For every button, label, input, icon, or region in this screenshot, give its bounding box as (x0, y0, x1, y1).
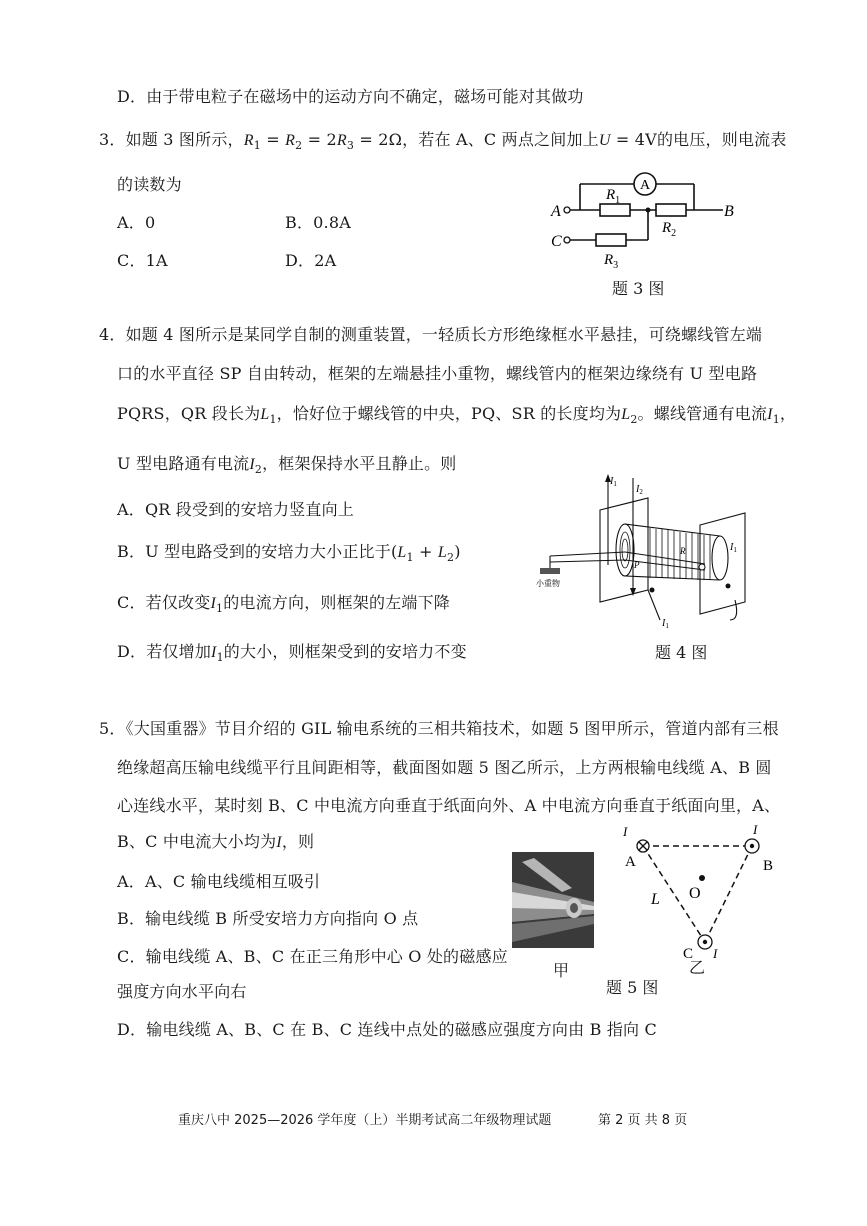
q4-stem-3a: PQRS，QR 段长为 (117, 404, 261, 423)
q4-option-c-a: C．若仅改变 (117, 593, 211, 612)
center-o (699, 875, 705, 881)
svg-text:I: I (713, 946, 718, 961)
q5-stem-4b: ，则 (281, 832, 315, 851)
q4-solenoid-figure (530, 470, 760, 630)
q3-option-b: B．0.8A (285, 213, 351, 232)
q3-stem-1a: 3．如题 3 图所示， (99, 130, 244, 149)
q4-stem-3c: 。螺线管通有电流 (637, 404, 768, 423)
q5-stem-3: 心连线水平，某时刻 B、C 中电流方向垂直于纸面向外、A 中电流方向垂直于纸面向里，A、 (117, 796, 781, 815)
svg-text:I1: $I_1$ (610, 476, 617, 488)
q4-stem-1: 4．如题 4 图所示是某同学自制的测重装置，一轻质长方形绝缘框水平悬挂，可绕螺线管左端 (99, 325, 763, 344)
q4-figure-caption: 题 4 图 (655, 643, 708, 662)
q4-option-c-b: 的电流方向，则框架的左端下降 (223, 593, 450, 612)
q4-stem-4a: U 型电路通有电流 (117, 454, 250, 473)
label-jia: 甲 (553, 961, 570, 980)
q4-option-b-text: B．U 型电路受到的安培力大小正比于 (117, 542, 391, 561)
q4-stem-line-4: U 型电路通有电流$I_2$，框架保持水平且静止。则 (117, 454, 457, 477)
junction-dot (646, 208, 651, 213)
q4-stem-3b: ，恰好位于螺线管的中央，PQ、SR 的长度均为 (276, 404, 622, 423)
q3-stem-1c: 的电压，则电流表 (656, 130, 787, 149)
svg-text:I: I (623, 824, 628, 839)
q4-stem-line-3: PQRS，QR 段长为$L_1$，恰好位于螺线管的中央，PQ、SR 的长度均为$L_2$。螺线管通有电流$I_1$， (117, 404, 797, 427)
terminal-a (564, 207, 570, 213)
meter-label: A (640, 178, 651, 193)
svg-text:I: I (753, 822, 758, 837)
q3-figure-caption: 题 3 图 (612, 279, 665, 298)
resistor-r3 (596, 234, 626, 246)
svg-text:A: A (625, 854, 636, 870)
q5-option-b: B．输电线缆 B 所受安培力方向指向 O 点 (117, 909, 419, 928)
q4-option-a: A．QR 段受到的安培力竖直向上 (117, 500, 355, 519)
q5-option-a: A．A、C 输电线缆相互吸引 (117, 872, 321, 891)
svg-text:R: R (680, 546, 686, 556)
q5-stem-line-4: B、C 中电流大小均为I，则 (117, 832, 315, 851)
svg-text:P: P (634, 560, 640, 570)
q3-circuit-figure (548, 168, 748, 273)
q4-option-d: D．若仅增加$I_1$的大小，则框架受到的安培力不变 (117, 642, 467, 665)
weight-icon (540, 568, 560, 574)
q2-option-d: D．由于带电粒子在磁场中的运动方向不确定，磁场可能对其做功 (117, 87, 584, 106)
svg-text:C: C (683, 946, 694, 962)
q4-stem-4b: ，框架保持水平且静止。则 (262, 454, 457, 473)
q3-stem-line-2: 的读数为 (117, 175, 182, 194)
label-r3: $R_3$ (604, 252, 619, 271)
q5-option-c-2: 强度方向水平向右 (117, 982, 247, 1001)
label-b: B (724, 203, 734, 220)
q4-option-d-b: 的大小，则框架受到的安培力不变 (223, 642, 467, 661)
q3-stem-line-1: 3．如题 3 图所示，$R_1 = R_2 = 2R_3 = 2\Omega$，若在 A、C 两点之间加上U = 4V的电压，则电流表 (99, 130, 787, 153)
svg-text:I1: $I_1$ (730, 542, 737, 554)
q3-option-a: A．0 (117, 213, 156, 232)
q3-stem-1b: ，若在 A、C 两点之间加上 (402, 130, 599, 149)
label-r1: $R_1$ (606, 187, 621, 206)
q5-option-d: D．输电线缆 A、B、C 在 B、C 连线中点处的磁感应强度方向由 B 指向 C (117, 1020, 657, 1039)
q4-option-b: B．U 型电路受到的安培力大小正比于$(L_1 + L_2)$ (117, 542, 461, 565)
label-yi: 乙 (689, 958, 706, 977)
gil-pipeline-photo (512, 852, 594, 948)
footer-page-number: 第 2 页 共 8 页 (598, 1113, 688, 1128)
svg-text:O: O (689, 885, 701, 902)
resistor-r2 (656, 204, 686, 216)
svg-text:L: L (651, 891, 660, 908)
q5-figure-caption: 题 5 图 (606, 978, 659, 997)
q4-option-c: C．若仅改变$I_1$的电流方向，则框架的左端下降 (117, 593, 450, 616)
footer-school: 重庆八中 2025—2026 学年度（上）半期考试高二年级物理试题 (178, 1113, 552, 1128)
label-a: A (551, 203, 561, 220)
q5-stem-2: 绝缘超高压输电线缆平行且间距相等，截面图如题 5 图乙所示，上方两根输电线缆 A、B 圆 (117, 758, 772, 777)
svg-text:I1: $I_1$ (662, 618, 669, 630)
q4-stem-2: 口的水平直径 SP 自由转动，框架的左端悬挂小重物，螺线管内的框架边缘绕有 U 型电路 (117, 364, 758, 383)
q5-stem-4a: B、C 中电流大小均为 (117, 832, 277, 851)
q3-option-c: C．1A (117, 251, 168, 270)
q4-option-d-a: D．若仅增加 (117, 642, 212, 661)
svg-text:B: B (763, 858, 774, 874)
terminal-c (564, 237, 570, 243)
weight-label: 小重物 (536, 579, 560, 588)
q5-option-c-1: C．输电线缆 A、B、C 在正三角形中心 O 处的磁感应 (117, 947, 508, 966)
label-c: C (551, 233, 562, 250)
q5-stem-1: 5．《大国重器》节目介绍的 GIL 输电系统的三相共箱技术，如题 5 图甲所示，管道内部有三根 (99, 719, 779, 738)
svg-text:I2: $I_2$ (636, 484, 643, 496)
label-r2: $R_2$ (662, 220, 677, 239)
q3-option-d: D．2A (285, 251, 337, 270)
